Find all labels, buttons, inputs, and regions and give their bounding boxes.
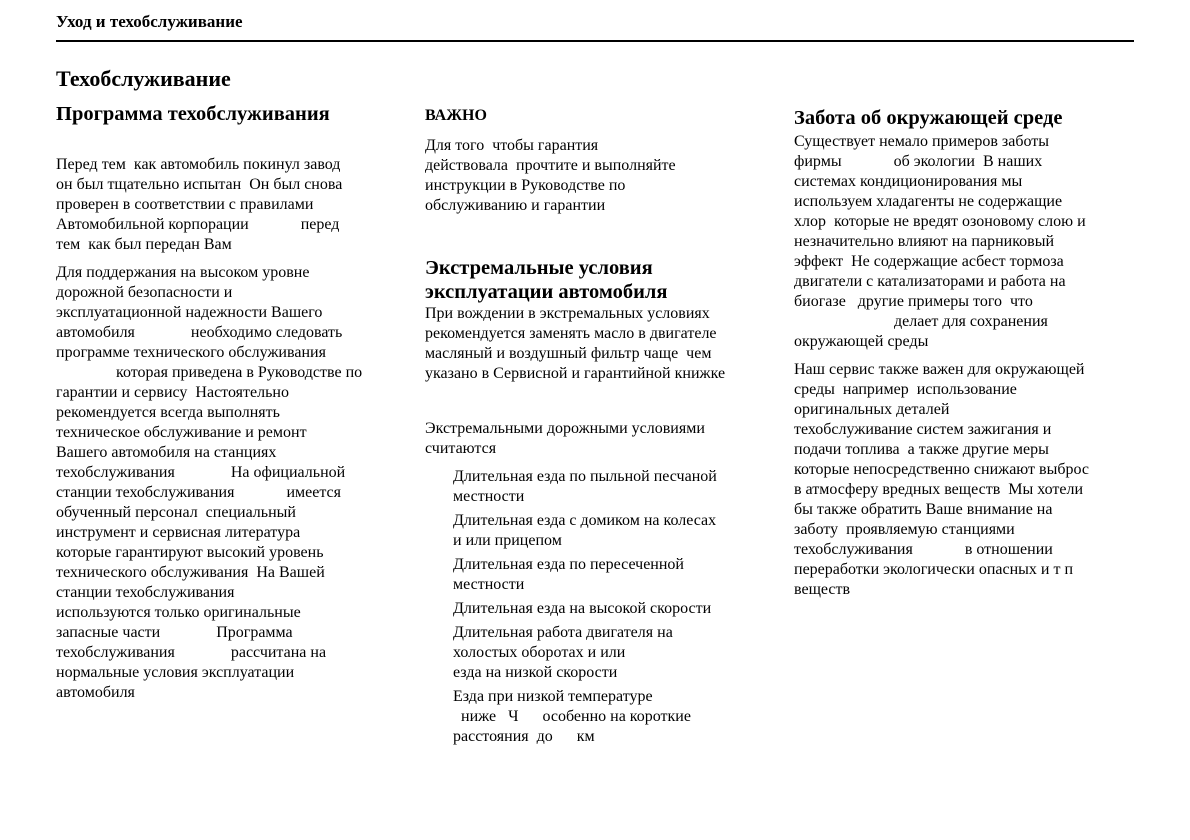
list-item: Езда при низкой температуре ниже Ч особенно на короткие расстояния до км	[453, 688, 691, 745]
column-extreme-conditions	[425, 104, 770, 747]
environment-heading: Забота об окружающей среде	[794, 107, 1063, 129]
environment-paragraph-2: Наш сервис также важен для окружающей среды например использование оригинальных деталей техобслуживание систем зажигания и подачи топлива а также другие меры которые непосредственно снижают выброс в атмосферу вредных веществ Мы хотели бы также обратить Ваше внимание на заботу проявляемую станциями техобслуживания в отношении переработки экологически опасных и т п веществ	[794, 361, 1089, 598]
list-item: Длительная работа двигателя на холостых оборотах и или езда на низкой скорости	[453, 624, 673, 681]
header-divider	[56, 40, 1134, 42]
list-item: Длительная езда по пыльной песчаной местности	[453, 468, 717, 505]
extreme-conditions-intro: Экстремальными дорожными условиями считаются	[425, 420, 705, 457]
extreme-conditions-paragraph: При вождении в экстремальных условиях рекомендуется заменять масло в двигателе масляный и воздушный фильтр чаще чем указано в Сервисной и гарантийной книжке	[425, 305, 726, 382]
section-header-title: Уход и техобслуживание	[56, 12, 243, 31]
extreme-conditions-list	[425, 467, 770, 747]
list-item: Длительная езда по пересеченной местности	[453, 556, 684, 593]
environment-paragraph-1: Существует немало примеров заботы фирмы об экологии В наших системах кондиционирования мы используем хладагенты не содержащие хлор которые не вредят озоновому слою и незначительно влияют на парниковый эффект Не содержащие асбест тормоза двигатели с катализаторами и работа на биогазе другие примеры того что делает для сохранения окружающей среды	[794, 133, 1086, 350]
page-title: Техобслуживание	[56, 66, 231, 91]
maintenance-intro-paragraph: Перед тем как автомобиль покинул завод он был тщательно испытан Он был снова проверен в соответствии с правилами Автомобильной корпорации перед тем как был передан Вам	[56, 156, 343, 253]
list-item: Длительная езда на высокой скорости	[453, 600, 712, 617]
maintenance-program-heading: Программа техобслуживания	[56, 103, 330, 125]
list-item: Длительная езда с домиком на колесах и или прицепом	[453, 512, 717, 549]
maintenance-details-paragraph: Для поддержания на высоком уровне дорожной безопасности и эксплуатационной надежности Вашего автомобиля необходимо следовать программе технического обслуживания которая приведена в Руководстве по гарантии и сервису Настоятельно рекомендуется всегда выполнять техническое обслуживание и ремонт Вашего автомобиля на станциях техобслуживания На официальной станции техобслуживания имеется обученный персонал специальный инструмент и сервисная литература которые гарантируют высокий уровень технического обслуживания На Вашей станции техобслуживания используются только оригинальные запасные части Программа техобслуживания рассчитана на нормальные условия эксплуатации автомобиля	[56, 264, 363, 701]
important-notice-text: Для того чтобы гарантия действовала прочтите и выполняйте инструкции в Руководстве по обслуживанию и гарантии	[425, 137, 676, 214]
column-environment	[794, 104, 1139, 600]
important-label: ВАЖНО	[425, 107, 487, 124]
extreme-conditions-heading: Экстремальные условия эксплуатации автомобиля	[425, 257, 668, 303]
column-maintenance-program	[56, 104, 401, 703]
